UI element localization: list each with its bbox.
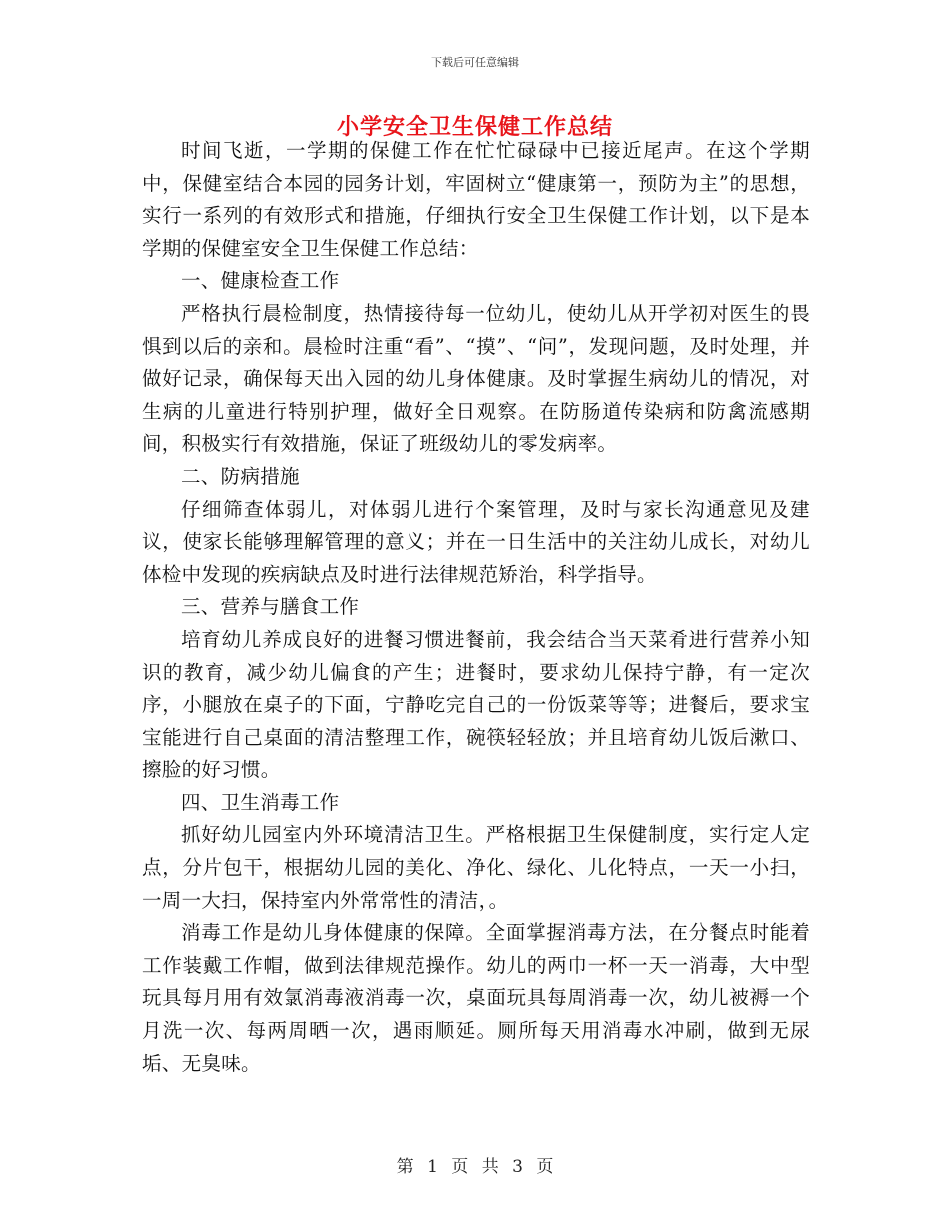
paragraph-hygiene: 抓好幼儿园室内外环境清洁卫生。严格根据卫生保健制度，实行定人定点，分片包干，根据幼儿园的美化、净化、绿化、儿化特点，一天一小扫，一周一大扫，保持室内外常常性的清洁，。 (142, 823, 810, 912)
footer-total-pages: 3 (512, 1157, 523, 1177)
paragraph-disease-prevention: 仔细筛查体弱儿，对体弱儿进行个案管理，及时与家长沟通意见及建议，使家长能够理解管理的意义；并在一日生活中的关注幼儿成长，对幼儿体检中发现的疾病缺点及时进行法律规范矫治，科学指导。 (142, 497, 810, 586)
footer-total-prefix: 共 (481, 1157, 499, 1177)
paragraph-health-check: 严格执行晨检制度，热情接待每一位幼儿，使幼儿从开学初对医生的畏惧到以后的亲和。晨检时注重“看”、“摸”、“问”，发现问题，及时处理，并做好记录，确保每天出入园的幼儿身体健康。及时掌握生病幼儿的情况，对生病的儿童进行特别护理，做好全日观察。在防肠道传染病和防禽流感期间，积极实行有效措施，保证了班级幼儿的零发病率。 (142, 301, 810, 456)
footer-current-page: 1 (427, 1157, 438, 1177)
document-body (142, 135, 810, 1080)
footer-suffix: 页 (536, 1157, 554, 1177)
paragraph-nutrition: 培育幼儿养成良好的进餐习惯进餐前，我会结合当天菜肴进行营养小知识的教育，减少幼儿偏食的产生；进餐时，要求幼儿保持宁静，有一定次序，小腿放在桌子的下面，宁静吃完自己的一份饭菜等等；进餐后，要求宝宝能进行自己桌面的清洁整理工作，碗筷轻轻放；并且培育幼儿饭后漱口、擦脸的好习惯。 (142, 627, 810, 782)
section-heading-disease-prevention: 二、防病措施 (181, 464, 300, 488)
footer-page-word: 页 (451, 1157, 469, 1177)
section-heading-nutrition: 三、营养与膳食工作 (181, 595, 360, 619)
page-footer (0, 1152, 950, 1177)
document-title: 小学安全卫生保健工作总结 (336, 114, 613, 140)
header-note: 下载后可任意编辑 (431, 56, 519, 69)
section-heading-hygiene: 四、卫生消毒工作 (181, 790, 340, 814)
footer-prefix: 第 (396, 1157, 414, 1177)
paragraph-disinfection: 消毒工作是幼儿身体健康的保障。全面掌握消毒方法，在分餐点时能着工作装戴工作帽，做到法律规范操作。幼儿的两巾一杯一天一消毒，大中型玩具每月用有效氯消毒液消毒一次，桌面玩具每周消毒一次，幼儿被褥一个月洗一次、每两周晒一次，遇雨顺延。厕所每天用消毒水冲刷，做到无尿垢、无臭味。 (142, 921, 810, 1075)
intro-paragraph: 时间飞逝，一学期的保健工作在忙忙碌碌中已接近尾声。在这个学期中，保健室结合本园的园务计划，牢固树立“健康第一，预防为主”的思想，实行一系列的有效形式和措施，仔细执行安全卫生保健工作计划，以下是本学期的保健室安全卫生保健工作总结： (142, 139, 810, 260)
section-heading-health-check: 一、健康检查工作 (181, 269, 340, 293)
